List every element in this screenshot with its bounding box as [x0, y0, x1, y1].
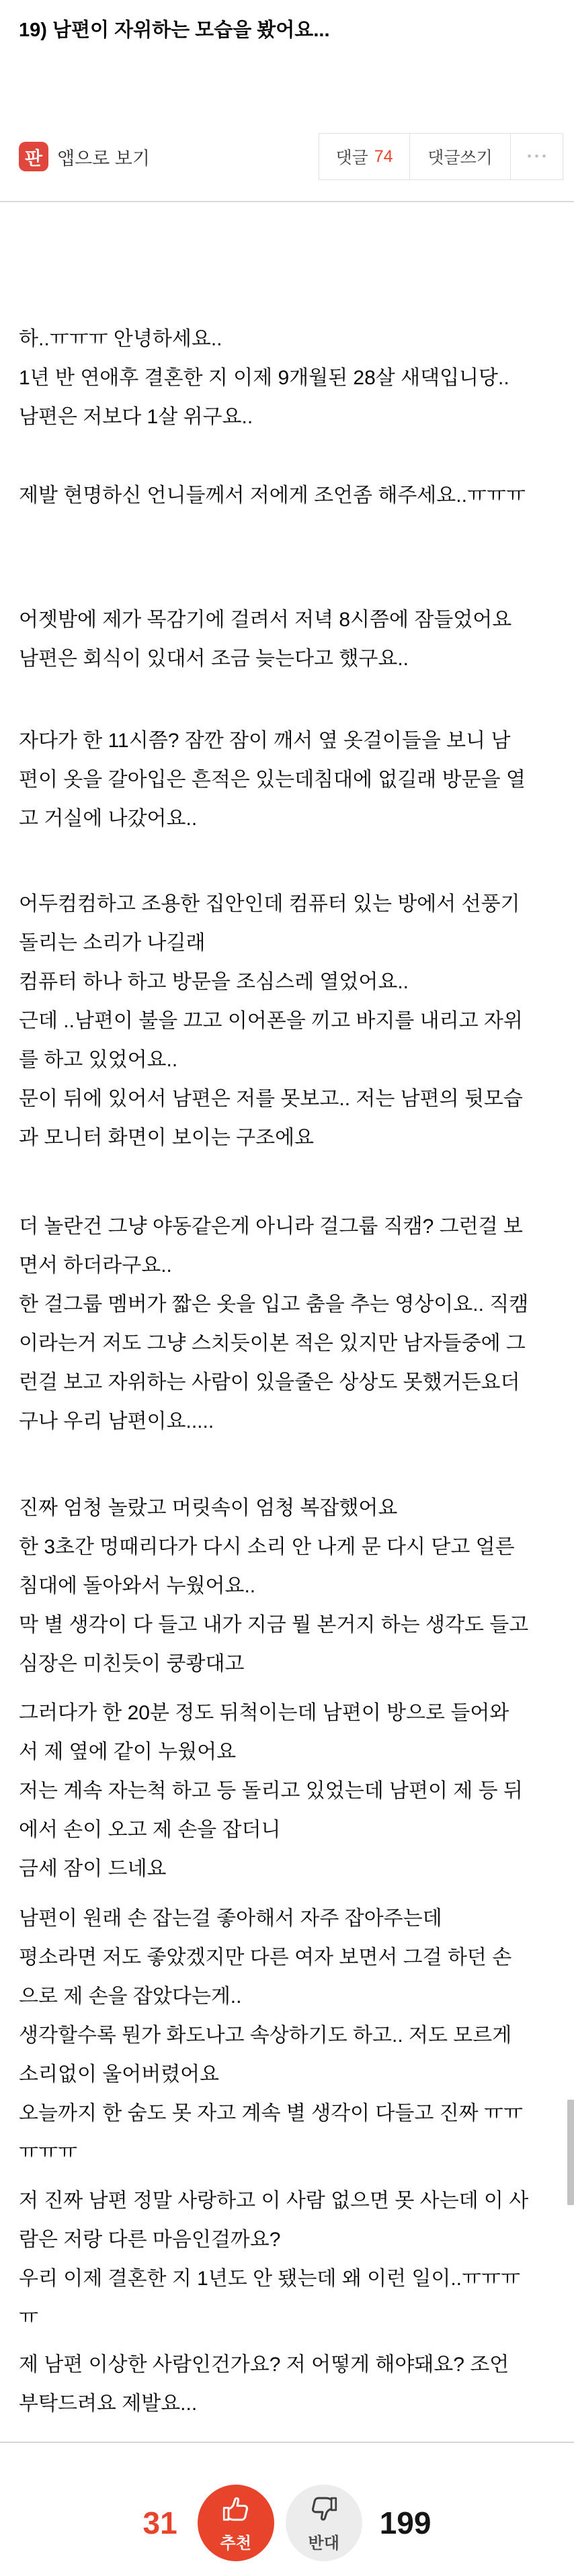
- pann-app-icon: 판: [19, 142, 48, 171]
- body-line: 자다가 한 11시쯤? 잠깐 잠이 깨서 옆 옷걸이들을 보니 남: [19, 730, 511, 752]
- body-paragraph: [19, 2182, 565, 2337]
- body-line: 으로 제 손을 잡았다는게..: [19, 1985, 242, 2008]
- downvote-count: 199: [379, 2505, 432, 2540]
- content-divider: [0, 2442, 574, 2443]
- upvote-button[interactable]: [198, 2485, 274, 2561]
- body-line: 금세 잠이 드네요: [19, 1858, 167, 1880]
- body-line: 에서 손이 오고 제 손을 잡더니: [19, 1819, 281, 1841]
- body-paragraph: [19, 1694, 565, 1889]
- body-line: 저는 계속 자는척 하고 등 돌리고 있었는데 남편이 제 등 뒤: [19, 1780, 523, 1802]
- body-line: 우리 이제 결혼한 지 1년도 안 됐는데 왜 이런 일이..ㅠㅠㅠ: [19, 2268, 520, 2290]
- body-paragraph: [19, 601, 565, 679]
- body-line: 평소라면 저도 좋았겠지만 다른 여자 보면서 그걸 하던 손: [19, 1946, 512, 1969]
- body-paragraph: [19, 885, 565, 1158]
- body-line: ㅠ: [19, 2307, 38, 2329]
- write-comment-label: 댓글쓰기: [427, 148, 493, 167]
- body-line: 남편이 원래 손 잡는걸 좋아해서 자주 잡아주는데: [19, 1907, 442, 1930]
- scrollbar-thumb[interactable]: [567, 2100, 574, 2205]
- body-line: 어두컴컴하고 조용한 집안인데 컴퓨터 있는 방에서 선풍기: [19, 893, 520, 915]
- body-line: 서 제 옆에 같이 누웠어요: [19, 1741, 237, 1763]
- body-line: 를 하고 있었어요..: [19, 1049, 178, 1071]
- body-line: 근데 ..남편이 불을 끄고 이어폰을 끼고 바지를 내리고 자위: [19, 1010, 523, 1032]
- body-line: 심장은 미친듯이 쿵쾅대고: [19, 1653, 245, 1675]
- body-line: 돌리는 소리가 나길래: [19, 932, 206, 954]
- body-line: 침대에 돌아와서 누웠어요..: [19, 1575, 256, 1597]
- body-line: 제 남편 이상한 사람인건가요? 저 어떻게 해야돼요? 조언: [19, 2354, 509, 2376]
- body-line: 람은 저랑 다른 마음인걸까요?: [19, 2229, 281, 2251]
- body-paragraph: [19, 320, 565, 437]
- body-line: ㅠㅠㅠ: [19, 2141, 77, 2163]
- more-options-button[interactable]: [510, 133, 563, 180]
- body-line: 1년 반 연애후 결혼한 지 이제 9개월된 28살 새댁입니당..: [19, 367, 509, 389]
- comments-button[interactable]: [319, 133, 410, 180]
- body-line: 남편은 저보다 1살 위구요..: [19, 406, 253, 428]
- post-body: [19, 320, 565, 2423]
- body-line: 생각할수록 뭔가 화도나고 속상하기도 하고.. 저도 모르게: [19, 2024, 512, 2047]
- body-line: 면서 하더라구요..: [19, 1254, 172, 1277]
- body-line: 컴퓨터 하나 하고 방문을 조심스레 열었어요..: [19, 971, 409, 993]
- body-line: 하..ㅠㅠㅠ 안녕하세요..: [19, 328, 222, 350]
- body-line: 문이 뒤에 있어서 남편은 저를 못보고.. 저는 남편의 뒷모습: [19, 1088, 523, 1110]
- body-paragraph: [19, 1207, 565, 1441]
- body-paragraph: [19, 476, 565, 515]
- body-paragraph: [19, 1489, 565, 1684]
- body-line: 저 진짜 남편 정말 사랑하고 이 사람 없으면 못 사는데 이 사: [19, 2190, 529, 2212]
- upvote-count: 31: [142, 2505, 177, 2540]
- body-line: 그러다가 한 20분 정도 뒤척이는데 남편이 방으로 들어와: [19, 1702, 509, 1724]
- page-title: 19) 남편이 자위하는 모습을 봤어요...: [19, 19, 330, 41]
- more-icon: •••: [527, 150, 550, 163]
- body-paragraph: [19, 2346, 565, 2423]
- view-in-app-button[interactable]: [19, 142, 150, 171]
- body-line: 남편은 회식이 있대서 조금 늦는다고 했구요..: [19, 648, 409, 670]
- view-in-app-label: 앱으로 보기: [57, 148, 150, 169]
- vote-section: [0, 2484, 574, 2562]
- upvote-label: 추천: [220, 2534, 251, 2552]
- body-line: 소리없이 울어버렸어요: [19, 2063, 220, 2086]
- body-line: 고 거실에 나갔어요..: [19, 808, 198, 830]
- body-line: 구나 우리 남편이요.....: [19, 1410, 214, 1432]
- body-line: 더 놀란건 그냥 야동같은게 아니라 걸그룹 직캠? 그런걸 보: [19, 1215, 523, 1238]
- body-line: 편이 옷을 갈아입은 흔적은 있는데침대에 없길래 방문을 열: [19, 769, 526, 791]
- body-paragraph: [19, 722, 565, 839]
- body-line: 막 별 생각이 다 들고 내가 지금 뭘 본거지 하는 생각도 들고: [19, 1614, 529, 1636]
- header-row: [19, 133, 563, 180]
- body-line: 한 걸그룹 멤버가 짧은 옷을 입고 춤을 추는 영상이요.. 직캠: [19, 1293, 529, 1316]
- body-line: 이라는거 저도 그냥 스치듯이본 적은 있지만 남자들중에 그: [19, 1332, 526, 1355]
- body-line: 진짜 엄청 놀랐고 머릿속이 엄청 복잡했어요: [19, 1497, 398, 1519]
- write-comment-button[interactable]: [409, 133, 511, 180]
- comments-label: 댓글: [335, 148, 368, 167]
- body-line: 오늘까지 한 숨도 못 자고 계속 별 생각이 다들고 진짜 ㅠㅠ: [19, 2102, 523, 2124]
- body-paragraph: [19, 1899, 565, 2172]
- header-divider: [0, 201, 574, 202]
- body-line: 제발 현명하신 언니들께서 저에게 조언좀 해주세요..ㅠㅠㅠ: [19, 484, 526, 507]
- header-button-group: [319, 133, 563, 180]
- body-line: 런걸 보고 자위하는 사람이 있을줄은 상상도 못했거든요더: [19, 1371, 520, 1393]
- thumbs-up-icon: [218, 2495, 253, 2528]
- body-line: 과 모니터 화면이 보이는 구조에요: [19, 1127, 315, 1149]
- body-line: 부탁드려요 제발요...: [19, 2393, 198, 2415]
- body-line: 한 3초간 멍때리다가 다시 소리 안 나게 문 다시 닫고 얼른: [19, 1536, 515, 1558]
- comments-count: 74: [374, 146, 393, 166]
- body-line: 어젯밤에 제가 목감기에 걸려서 저녁 8시쯤에 잠들었어요: [19, 609, 512, 631]
- thumbs-down-icon: [306, 2495, 341, 2528]
- downvote-button[interactable]: [286, 2485, 362, 2561]
- downvote-label: 반대: [308, 2534, 339, 2552]
